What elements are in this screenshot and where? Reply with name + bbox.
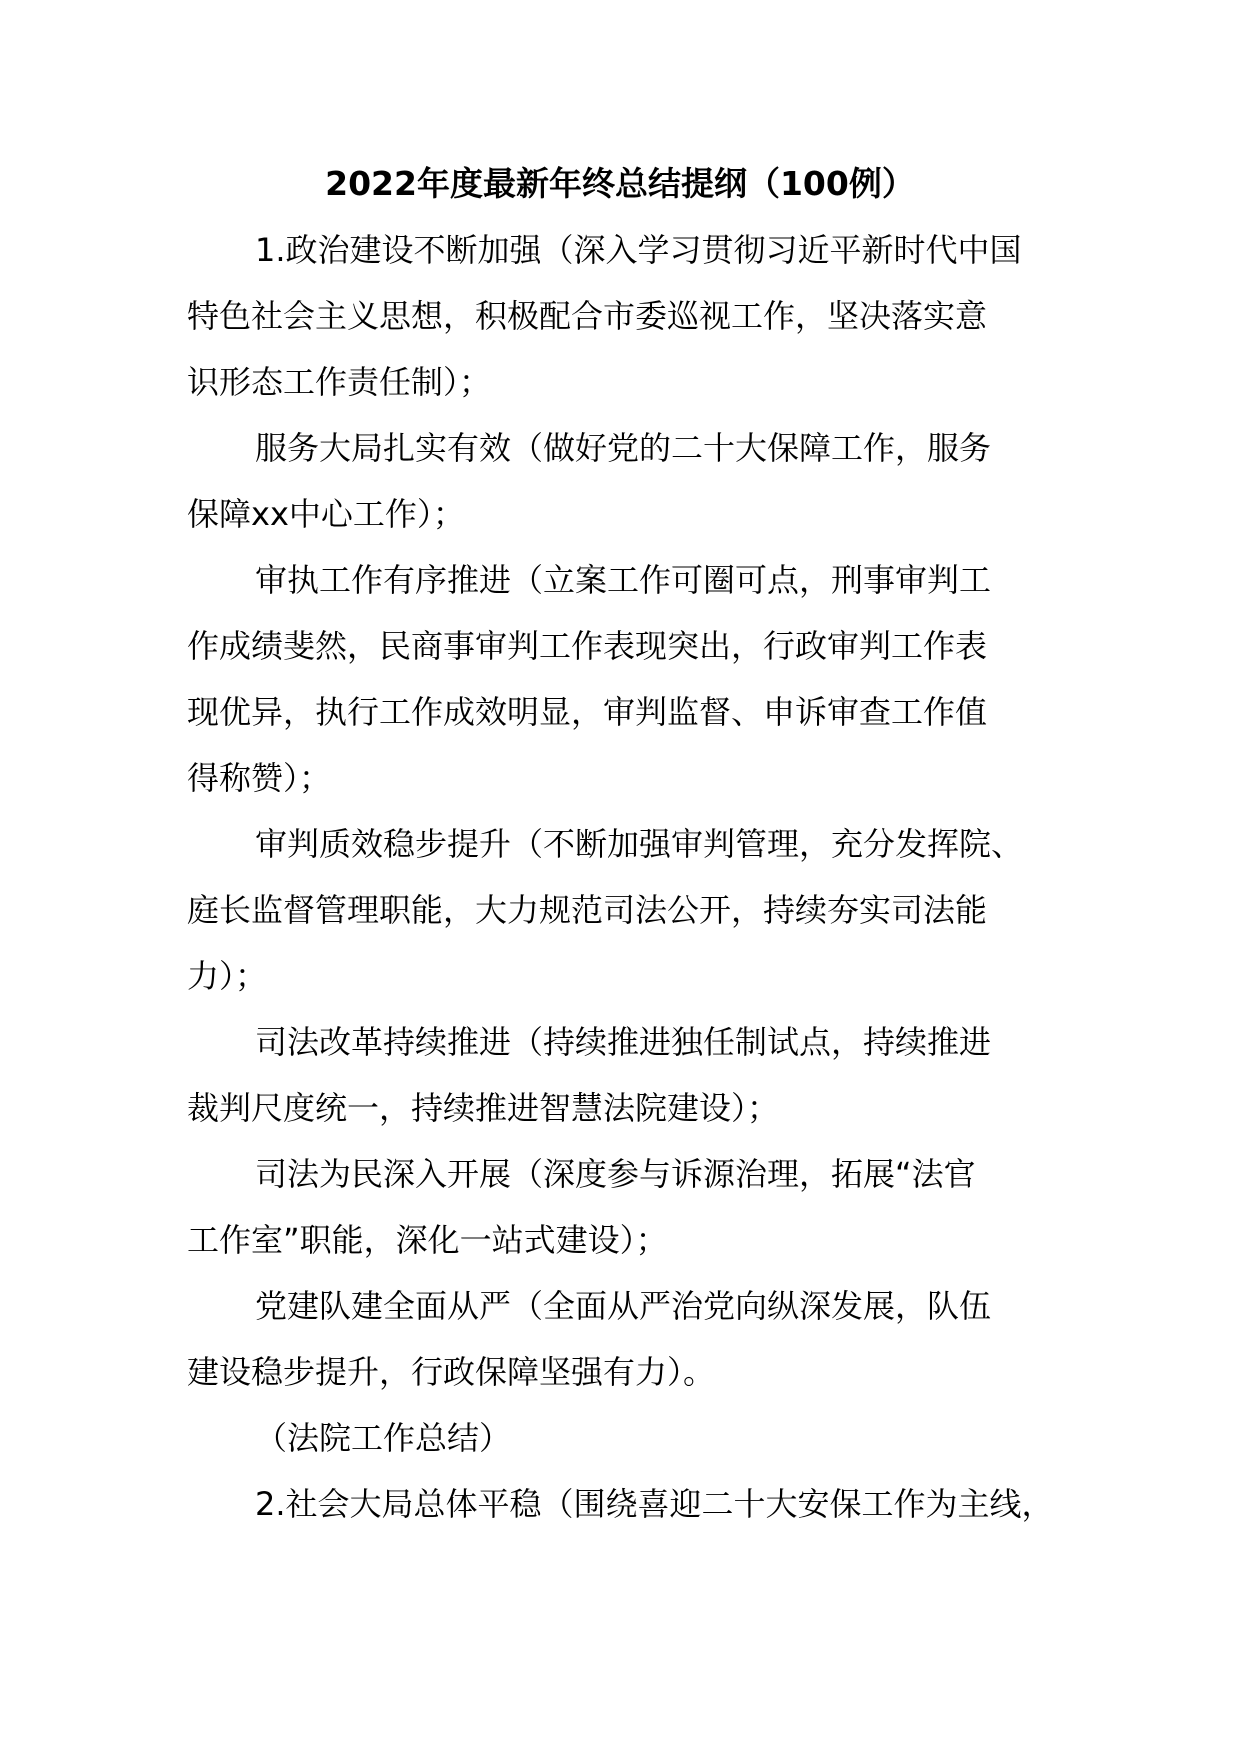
text-line: （法院工作总结）	[255, 1419, 512, 1457]
text-line: 庭长监督管理职能，大力规范司法公开，持续夯实司法能	[187, 891, 988, 929]
document-title: 2022年度最新年终总结提纲（100例）	[325, 164, 915, 203]
text-line: 现优异，执行工作成效明显，审判监督、申诉审查工作值	[187, 693, 988, 731]
text-line: 司法为民深入开展（深度参与诉源治理，拓展“法官	[255, 1155, 976, 1193]
text-line: 保障xx中心工作）；	[187, 495, 465, 533]
text-line: 力）；	[187, 957, 268, 995]
text-line: 识形态工作责任制）；	[187, 363, 492, 401]
text-line: 作成绩斐然，民商事审判工作表现突出，行政审判工作表	[187, 627, 988, 665]
text-line: 1.政治建设不断加强（深入学习贯彻习近平新时代中国	[255, 231, 1022, 269]
text-line: 审判质效稳步提升（不断加强审判管理，充分发挥院、	[255, 825, 1024, 863]
text-line: 司法改革持续推进（持续推进独任制试点，持续推进	[255, 1023, 992, 1061]
text-line: 工作室”职能，深化一站式建设）；	[187, 1221, 668, 1259]
text-line: 党建队建全面从严（全面从严治党向纵深发展，队伍	[255, 1287, 992, 1325]
document-body	[187, 226, 1087, 1546]
text-line: 2.社会大局总体平稳（围绕喜迎二十大安保工作为主线，	[255, 1485, 1054, 1523]
text-line: 审执工作有序推进（立案工作可圈可点，刑事审判工	[255, 561, 992, 599]
text-line: 裁判尺度统一，持续推进智慧法院建设）；	[187, 1089, 780, 1127]
text-line: 建设稳步提升，行政保障坚强有力）。	[187, 1353, 716, 1391]
text-line: 得称赞）；	[187, 759, 332, 797]
text-line: 服务大局扎实有效（做好党的二十大保障工作，服务	[255, 429, 992, 467]
text-line: 特色社会主义思想，积极配合市委巡视工作，坚决落实意	[187, 297, 988, 335]
